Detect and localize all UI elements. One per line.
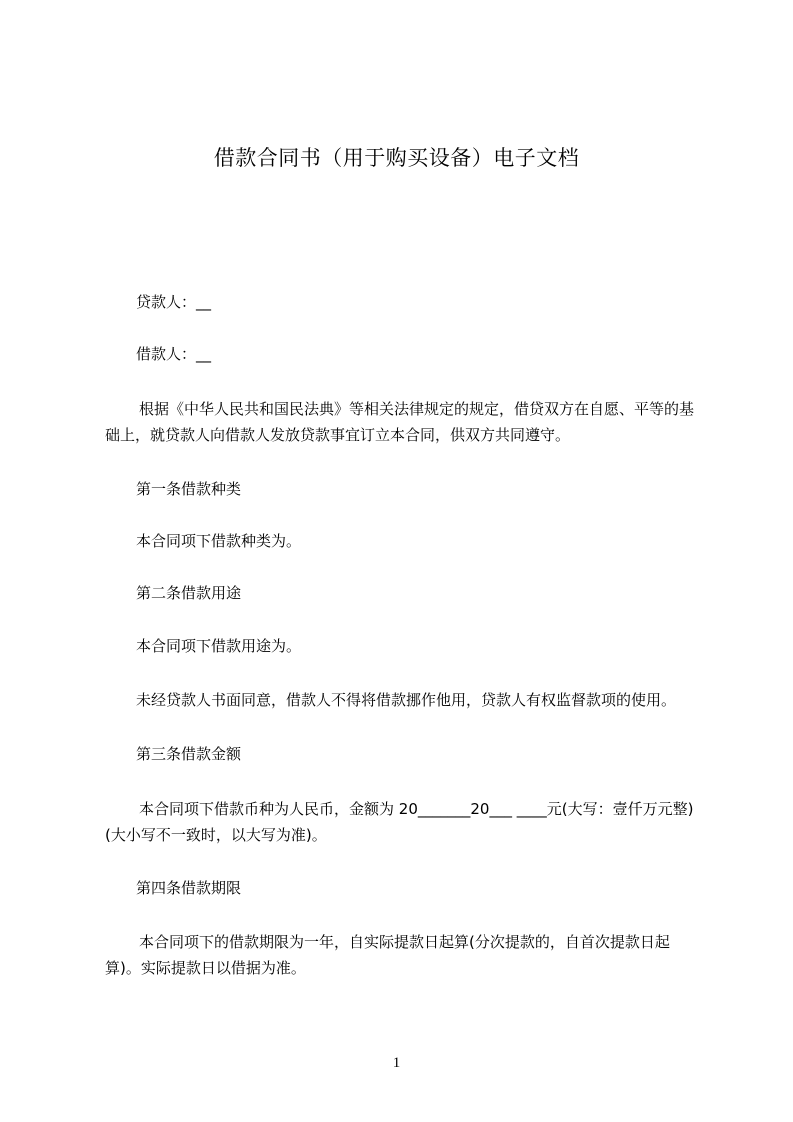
article-1-body: 本合同项下借款种类为。 (136, 532, 302, 550)
page-number: 1 (392, 1055, 401, 1071)
article-1-heading: 第一条借款种类 (136, 480, 242, 498)
article-4-heading: 第四条借款期限 (136, 879, 242, 897)
borrower-line: 借款人：__ (136, 345, 212, 363)
preamble-paragraph: 根据《中华人民共和国民法典》等相关法律规定的规定，借贷双方在自愿、平等的基础上，就贷款人向借款人发放贷款事宜订立本合同，供双方共同遵守。 (105, 400, 695, 444)
article-3-body: 本合同项下借款币种为人民币，金额为 20_______20___ ____元(大写：壹仟万元整)(大小写不一致时，以大写为准)。 (105, 800, 694, 844)
article-2-body: 本合同项下借款用途为。 (136, 637, 302, 655)
article-2-restriction: 未经贷款人书面同意，借款人不得将借款挪作他用，贷款人有权监督款项的使用。 (136, 691, 677, 709)
document-title: 借款合同书（用于购买设备）电子文档 (213, 146, 580, 170)
article-4-body: 本合同项下的借款期限为一年，自实际提款日起算(分次提款的，自首次提款日起算)。实际提款日以借据为准。 (105, 933, 670, 977)
lender-line: 贷款人：__ (136, 293, 212, 311)
article-3-heading: 第三条借款金额 (136, 745, 242, 763)
article-2-heading: 第二条借款用途 (136, 584, 242, 602)
